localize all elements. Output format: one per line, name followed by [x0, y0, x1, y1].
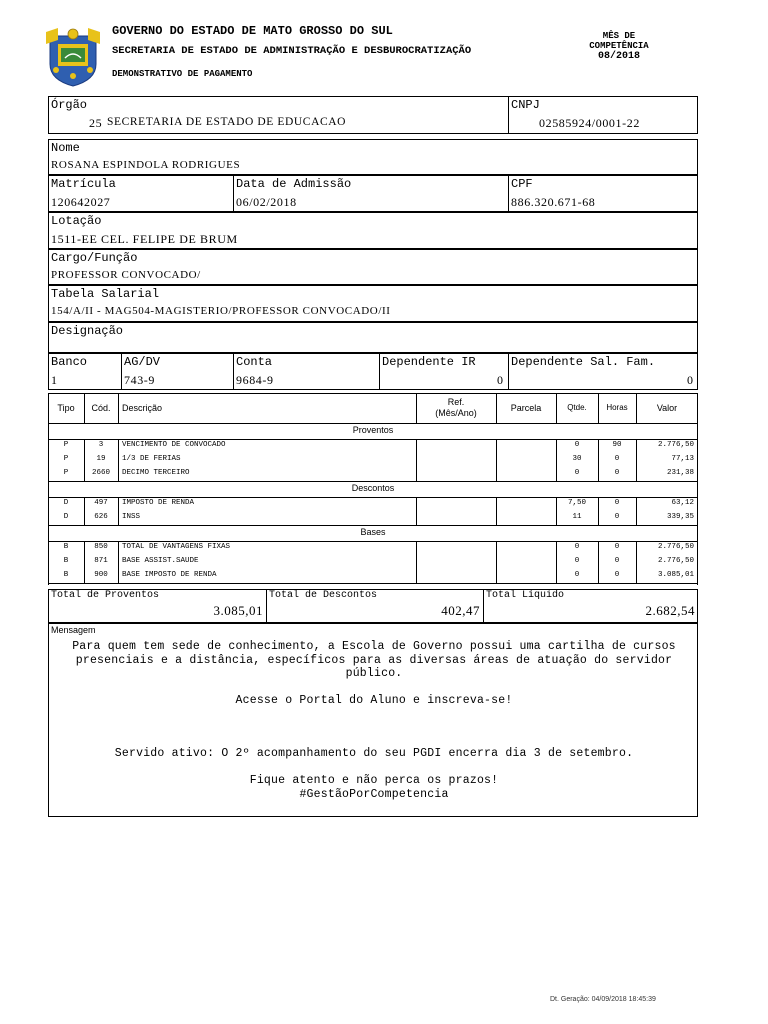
cpf-label: CPF: [511, 177, 533, 191]
header-government: GOVERNO DO ESTADO DE MATO GROSSO DO SUL: [112, 24, 393, 38]
total-proventos-value: 3.085,01: [213, 603, 263, 618]
matricula-label: Matrícula: [51, 177, 116, 191]
mensagem-paragraph-1: Para quem tem sede de conhecimento, a Escola de Governo possui uma cartilha de cursos presenciais e a distância, específicos para as diversas áreas de atuação do servidor público.: [72, 640, 676, 680]
cell-valor: 339,35: [666, 513, 694, 521]
cell-valor: 2.776,50: [657, 441, 694, 449]
designacao-label: Designação: [51, 324, 124, 338]
cell-cod: 3: [98, 441, 104, 449]
tabela-row: [48, 285, 698, 322]
payment-table: [48, 393, 698, 585]
banco-value: 1: [51, 373, 58, 387]
lotacao-row: [48, 212, 698, 249]
cell-desc: IMPOSTO DE RENDA: [122, 499, 195, 507]
cell-cod: 871: [94, 557, 108, 565]
dep-sf-value: 0: [687, 373, 693, 387]
admissao-label: Data de Admissão: [236, 177, 352, 191]
conta-cell: [233, 354, 380, 389]
cell-cod: 850: [94, 543, 108, 551]
cell-tipo: D: [63, 499, 69, 507]
cnpj-cell: [508, 97, 699, 133]
agdv-value: 743-9: [124, 373, 155, 387]
col-cod: Cód.: [91, 403, 111, 413]
col-tipo: Tipo: [57, 403, 75, 413]
cell-valor: 2.776,50: [657, 557, 694, 565]
cell-valor: 231,38: [666, 469, 694, 477]
header-secretaria: SECRETARIA DE ESTADO DE ADMINISTRAÇÃO E DESBUROCRATIZAÇÃO: [112, 45, 472, 57]
orgao-code: 25: [89, 116, 103, 130]
agdv-cell: [121, 354, 234, 389]
conta-value: 9684-9: [236, 373, 274, 387]
admissao-cell: [233, 176, 509, 211]
table-row: [48, 439, 698, 453]
total-proventos-label: Total de Proventos: [51, 590, 160, 601]
dep-ir-label: Dependente IR: [382, 355, 476, 369]
section-proventos: Proventos: [352, 425, 394, 435]
total-proventos-cell: [49, 590, 267, 622]
generation-date: Dt. Geração: 04/09/2018 18:45:39: [550, 996, 656, 1003]
cell-valor: 2.776,50: [657, 543, 694, 551]
cell-qtde: 0: [574, 469, 580, 477]
cell-qtde: 0: [574, 557, 580, 565]
cell-horas: 0: [614, 543, 620, 551]
col-parcela: Parcela: [510, 403, 542, 413]
banco-label: Banco: [51, 355, 88, 369]
dep-ir-value: 0: [497, 373, 503, 387]
cnpj-label: CNPJ: [511, 98, 540, 112]
cargo-value: PROFESSOR CONVOCADO/: [51, 269, 201, 281]
lotacao-label: Lotação: [51, 214, 102, 228]
col-ref-line2: (Mês/Ano): [435, 408, 477, 418]
total-liquido-value: 2.682,54: [645, 603, 695, 618]
cell-valor: 63,12: [671, 499, 694, 507]
cell-tipo: B: [63, 571, 69, 579]
cell-cod: 19: [96, 455, 106, 463]
mensagem-paragraph-3: Servido ativo: O 2º acompanhamento do seu PGDI encerra dia 3 de setembro.: [114, 747, 634, 760]
total-descontos-label: Total de Descontos: [269, 590, 378, 601]
cell-desc: INSS: [122, 513, 141, 521]
cell-qtde: 0: [574, 571, 580, 579]
cell-cod: 900: [94, 571, 108, 579]
cell-horas: 0: [614, 557, 620, 565]
dep-sf-cell: [508, 354, 699, 389]
cell-qtde: 11: [572, 513, 582, 521]
mensagem-paragraph-5: #GestãoPorCompetencia: [299, 788, 449, 801]
cell-qtde: 30: [572, 455, 582, 463]
table-row: [48, 555, 698, 569]
designacao-row: [48, 322, 698, 353]
col-ref: [416, 397, 496, 419]
mensagem-label: Mensagem: [51, 625, 96, 635]
orgao-name: SECRETARIA DE ESTADO DE EDUCACAO: [107, 116, 347, 128]
mensagem-paragraph-4: Fique atento e não perca os prazos!: [249, 774, 499, 787]
mensagem-box: [48, 623, 698, 817]
cell-valor: 77,13: [671, 455, 694, 463]
cell-cod: 2660: [91, 469, 110, 477]
nome-label: Nome: [51, 141, 80, 155]
cell-desc: TOTAL DE VANTAGENS FIXAS: [122, 543, 231, 551]
nome-value: ROSANA ESPINDOLA RODRIGUES: [51, 159, 241, 171]
cell-tipo: P: [63, 455, 69, 463]
admissao-value: 06/02/2018: [236, 195, 297, 209]
col-horas: Horas: [606, 403, 628, 412]
total-liquido-cell: [483, 590, 699, 622]
lotacao-value: 1511-EE CEL. FELIPE DE BRUM: [51, 232, 238, 246]
nome-row: [48, 139, 698, 175]
cell-qtde: 0: [574, 441, 580, 449]
cell-desc: BASE ASSIST.SAUDE: [122, 557, 199, 565]
section-bases: Bases: [360, 527, 386, 537]
section-descontos: Descontos: [351, 483, 395, 493]
cpf-cell: [508, 176, 699, 211]
cell-horas: 0: [614, 571, 620, 579]
header-document-type: DEMONSTRATIVO DE PAGAMENTO: [112, 69, 253, 79]
cell-tipo: P: [63, 441, 69, 449]
cell-cod: 497: [94, 499, 108, 507]
cell-qtde: 0: [574, 543, 580, 551]
table-row: [48, 467, 698, 481]
cell-desc: VENCIMENTO DE CONVOCADO: [122, 441, 226, 449]
table-row: [48, 511, 698, 525]
orgao-row: [48, 96, 698, 134]
competence-label-1: MÊS DE: [602, 31, 636, 41]
cell-valor: 3.085,01: [657, 571, 694, 579]
cargo-row: [48, 249, 698, 285]
cell-qtde: 7,50: [567, 499, 586, 507]
banco-row: [48, 353, 698, 390]
total-descontos-value: 402,47: [441, 603, 480, 618]
cpf-value: 886.320.671-68: [511, 195, 596, 209]
tabela-label: Tabela Salarial: [51, 287, 160, 301]
cell-horas: 0: [614, 499, 620, 507]
tabela-value: 154/A/II - MAG504-MAGISTERIO/PROFESSOR CONVOCADO/II: [51, 305, 391, 317]
cell-horas: 0: [614, 455, 620, 463]
table-row: [48, 541, 698, 555]
table-row: [48, 569, 698, 583]
cnpj-value: 02585924/0001-22: [539, 116, 640, 130]
cell-tipo: P: [63, 469, 69, 477]
competence-block: [578, 31, 660, 62]
cell-tipo: D: [63, 513, 69, 521]
cell-horas: 90: [612, 441, 622, 449]
mensagem-paragraph-2: Acesse o Portal do Aluno e inscreva-se!: [235, 694, 513, 707]
matricula-row: [48, 175, 698, 212]
agdv-label: AG/DV: [124, 355, 161, 369]
dep-ir-cell: [379, 354, 509, 389]
cell-desc: 1/3 DE FERIAS: [122, 455, 181, 463]
col-valor: Valor: [656, 403, 678, 413]
total-liquido-label: Total Líquido: [486, 590, 565, 601]
totals-row: [48, 589, 698, 623]
table-row: [48, 453, 698, 467]
cell-cod: 626: [94, 513, 108, 521]
competence-label-2: COMPETÊNCIA: [589, 41, 649, 51]
cell-desc: DECIMO TERCEIRO: [122, 469, 190, 477]
orgao-label: Órgão: [51, 98, 88, 112]
conta-label: Conta: [236, 355, 273, 369]
cargo-label: Cargo/Função: [51, 251, 138, 265]
cell-horas: 0: [614, 469, 620, 477]
dep-sf-label: Dependente Sal. Fam.: [511, 355, 656, 369]
state-emblem-icon: [44, 26, 102, 88]
col-ref-line1: Ref.: [447, 397, 465, 407]
matricula-value: 120642027: [51, 195, 111, 209]
total-descontos-cell: [266, 590, 484, 622]
cell-horas: 0: [614, 513, 620, 521]
col-qtde: Qtde.: [567, 403, 587, 412]
cell-desc: BASE IMPOSTO DE RENDA: [122, 571, 217, 579]
cell-tipo: B: [63, 557, 69, 565]
cell-tipo: B: [63, 543, 69, 551]
col-descricao: Descrição: [122, 403, 163, 413]
table-row: [48, 497, 698, 511]
competence-value: 08/2018: [597, 51, 640, 62]
